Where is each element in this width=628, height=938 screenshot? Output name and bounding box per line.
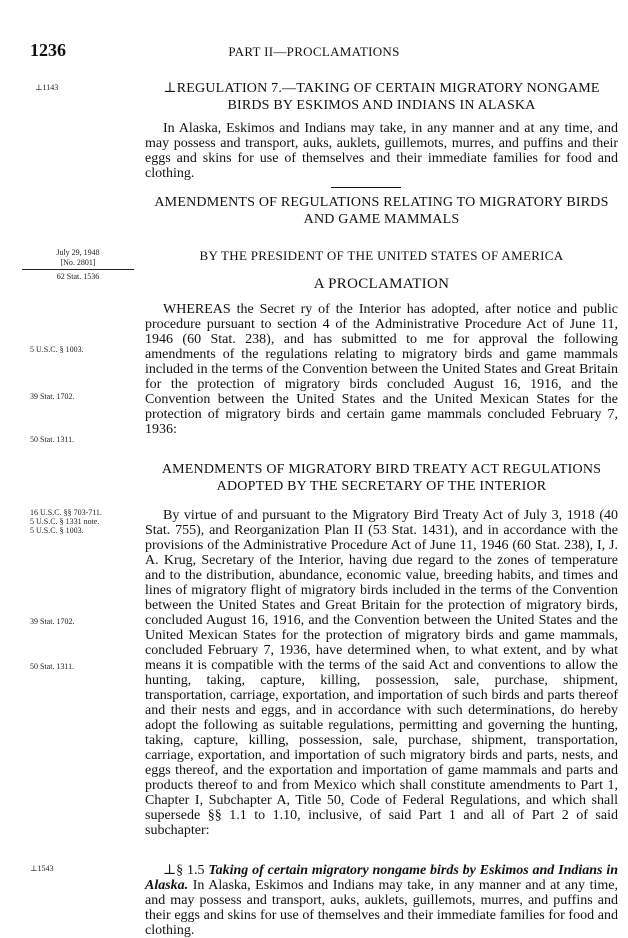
whereas-paragraph: WHEREAS the Secret ry of the Interior has adopted, after notice and public procedure pursuant to section 4 of the Administrative Procedure Act of June 11, 1946 (60 Stat. 238), and has submitted to me for approval the following amendments of the regulations relating to migratory birds and game mammals included in the terms of the Convention between the United States and Great Britain for the protection of migratory birds concluded August 16, 1916, and the Convention between the United States and the United Mexican States for the protection of migratory birds and certain game mammals concluded February 7, 1936: xyxy=(145,302,618,437)
margin-note: 5 U.S.C. § 1003. xyxy=(30,345,84,354)
margin-note: 5 U.S.C. § 1003. xyxy=(30,526,84,535)
margin-note-number: [No. 2801] xyxy=(60,258,96,267)
margin-note-date: July 29, 1948 xyxy=(56,248,100,257)
margin-note: 5 U.S.C. § 1331 note. xyxy=(30,517,100,526)
page-number: 1236 xyxy=(30,40,66,60)
section-1-5-number: ⊥§ 1.5 xyxy=(163,863,205,878)
regulation-7-heading: ⊥REGULATION 7.—TAKING OF CERTAIN MIGRATORY NONGAME BIRDS BY ESKIMOS AND INDIANS IN ALASKA xyxy=(163,81,600,113)
running-head: PART II—PROCLAMATIONS xyxy=(228,44,400,59)
section-1-5-text: In Alaska, Eskimos and Indians may take, in any manner and at any time, and may possess and transport, auks, auklets, guillemots, murres, and puffins and their eggs and skins for use of themselves and their immediate families for food and clothing. xyxy=(145,878,619,938)
proclamation-title: A PROCLAMATION xyxy=(313,276,450,292)
amendments-heading: AMENDMENTS OF REGULATIONS RELATING TO MIGRATORY BIRDS AND GAME MAMMALS xyxy=(154,195,609,227)
by-president-line: BY THE PRESIDENT OF THE UNITED STATES OF AMERICA xyxy=(199,248,564,263)
margin-note: 39 Stat. 1702. xyxy=(30,617,75,626)
margin-note: ⊥1543 xyxy=(30,864,54,873)
regulation-7-text: In Alaska, Eskimos and Indians may take, in any manner and at any time, and may possess and transport, auks, auklets, guillemots, murres, and puffins and their eggs and skins for use of themselves and their immediate families for food and clothing. xyxy=(145,121,618,181)
margin-note-stat: 62 Stat. 1536 xyxy=(56,272,100,281)
section-1-5-paragraph xyxy=(145,863,618,938)
margin-note: 39 Stat. 1702. xyxy=(30,392,75,401)
margin-note: ⊥1143 xyxy=(35,83,59,92)
treaty-heading: AMENDMENTS OF MIGRATORY BIRD TREATY ACT REGULATIONS ADOPTED BY THE SECRETARY OF THE INTERIOR xyxy=(161,462,602,494)
section-rule xyxy=(331,187,401,188)
section-1-5-title: Taking of certain migratory nongame birds by Eskimos and Indians in Alaska. xyxy=(145,863,618,893)
margin-note: 50 Stat. 1311. xyxy=(30,435,75,444)
margin-rule xyxy=(22,269,134,270)
margin-note: 50 Stat. 1311. xyxy=(30,662,75,671)
margin-note: 16 U.S.C. §§ 703-711. xyxy=(30,508,102,517)
by-virtue-paragraph: By virtue of and pursuant to the Migratory Bird Treaty Act of July 3, 1918 (40 Stat. 755), and Reorganization Plan II (53 Stat. 1431), and in accordance with the provisions of the Administrative Procedure Act of June 11, 1946 (60 Stat. 238), I, J. A. Krug, Secretary of the Interior, having due regard to the zones of temperature and to the distribution, abundance, economic value, breeding habits, and times and lines of migratory flight of migratory birds included in the terms of the Convention between the United States and Great Britain for the protection of migratory birds, concluded August 16, 1916, and the Convention between the United States and the United Mexican States for the protection of migratory birds and game mammals, concluded February 7, 1936, have determined when, to what extent, and by what means it is compatible with the terms of the said Act and conventions to allow the hunting, taking, capture, killing, possession, sale, purchase, shipment, transportation, carriage, exportation, and importation of such birds and parts thereof and their nests and eggs, and in accordance with such determinations, do hereby adopt the following as suitable regulations, permitting and governing the hunting, taking, capture, killing, possession, sale, purchase, shipment, transportation, carriage, exportation, and importation of such migratory birds and parts, nests, and eggs thereof, and the exportation and importation of game mammals and parts and products thereof to and from Mexico which shall constitute amendments to Part 1, Chapter I, Subchapter A, Title 50, Code of Federal Regulations, and which shall supersede §§ 1.1 to 1.10, inclusive, of said Part 1 and all of Part 2 of said subchapter: xyxy=(145,508,618,838)
